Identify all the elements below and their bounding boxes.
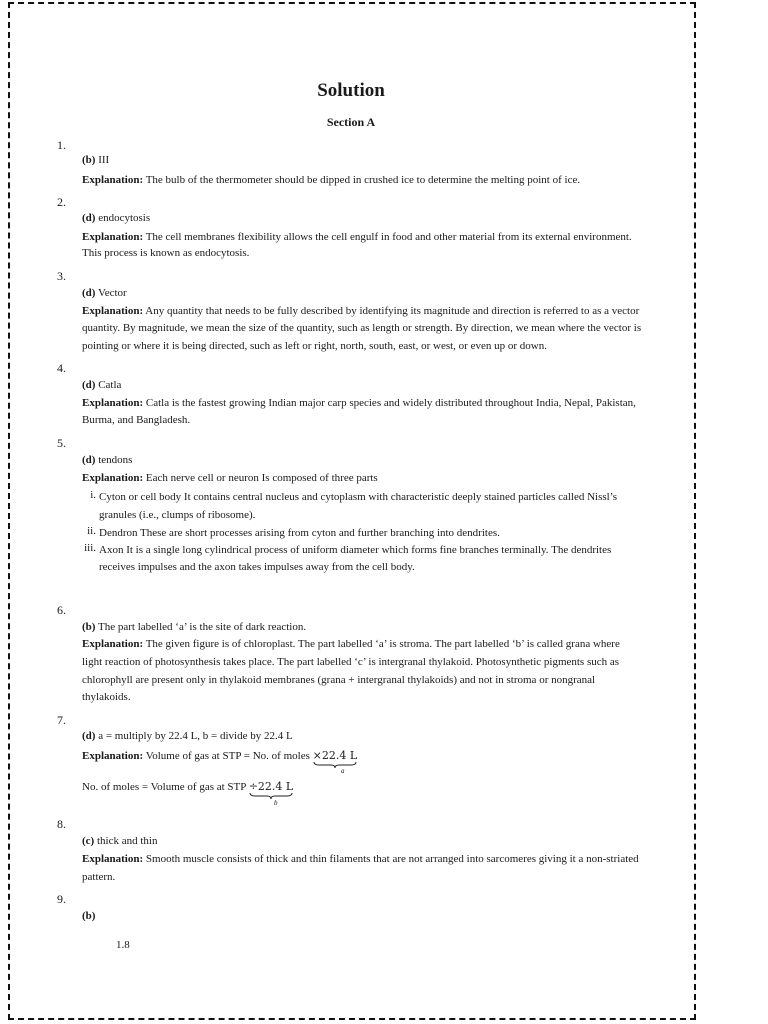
formula-text: No. of moles = Volume of gas at STP: [82, 781, 249, 793]
answer-option: (d): [82, 212, 96, 224]
answer-text: thick and thin: [96, 835, 158, 847]
explanation-label: Explanation:: [82, 472, 144, 484]
brace-label-a: a: [341, 767, 345, 775]
expression-b: ÷22.4 L: [248, 780, 294, 793]
explanation-label: Explanation:: [82, 397, 144, 409]
answer-option: (d): [82, 454, 96, 466]
underbrace-expression: [249, 778, 294, 796]
explanation-line: [82, 851, 672, 869]
question-number: 9.: [57, 892, 66, 906]
answer-line: [82, 285, 672, 303]
explanation-line: [82, 470, 672, 488]
question-number: 4.: [57, 361, 66, 375]
explanation-text: The cell membranes flexibility allows the cell engulf in food and other material from its external environment.: [145, 231, 632, 243]
answer-line: [82, 210, 672, 228]
answer-text: Vector: [98, 287, 127, 299]
explanation-text: light reaction of photosynthesis takes place. The part labelled ‘c’ is intergranal thylakoid. Photosynthetic pigments such as: [82, 656, 620, 668]
answer-option: (d): [82, 379, 96, 391]
answer-text: The part labelled ‘a’ is the site of dark reaction.: [98, 621, 307, 633]
explanation-text: quantity. By magnitude, we mean the size of the quantity, such as length or strength. By direction, we mean where the vector is: [82, 322, 642, 334]
question-number: 1.: [57, 138, 66, 152]
answer-line: [82, 833, 672, 851]
question-number: 5.: [57, 436, 66, 450]
explanation-text: Any quantity that needs to be fully described by identifying its magnitude and direction is referred to as a vector: [145, 305, 640, 317]
list-item-label: i.: [90, 489, 96, 501]
explanation-label: Explanation:: [82, 174, 144, 186]
explanation-line: [82, 172, 672, 190]
question-number: 8.: [57, 817, 66, 831]
answer-option: (b): [82, 910, 96, 922]
list-item-text: Dendron These are short processes arising from cyton and further branching into dendrites.: [99, 527, 500, 539]
answer-text: tendons: [98, 454, 133, 466]
list-item-text: receives impulses and the axon takes impulses away from the cell body.: [99, 561, 415, 573]
answer-line: [82, 452, 672, 470]
question-number: 7.: [57, 713, 66, 727]
answer-option: (d): [82, 730, 96, 742]
explanation-text: Smooth muscle consists of thick and thin filaments that are not arranged into sarcomeres giving it a non-striated: [145, 853, 639, 865]
explanation-text: The bulb of the thermometer should be dipped in crushed ice to determine the melting point of ice.: [145, 174, 581, 186]
explanation-label: Explanation:: [82, 853, 144, 865]
list-item-label: iii.: [84, 542, 96, 554]
explanation-line: [82, 303, 672, 321]
figure-value: 1.8: [116, 939, 130, 951]
explanation-text: Burma, and Bangladesh.: [82, 414, 191, 426]
explanation-text: The given figure is of chloroplast. The part labelled ‘a’ is stroma. The part labelled ‘b’ is called grana where: [145, 638, 620, 650]
explanation-label: Explanation:: [82, 305, 144, 317]
underbrace-expression: [313, 747, 358, 765]
explanation-label: Explanation:: [82, 750, 144, 762]
explanation-text: Catla is the fastest growing Indian major carp species and widely distributed throughout India, Nepal, Pakistan,: [145, 397, 636, 409]
explanation-line: [82, 395, 672, 413]
list-item-text: Axon It is a single long cylindrical process of uniform diameter which forms fine branches terminally. The dendrites: [99, 544, 612, 556]
page-title: Solution: [317, 80, 385, 101]
underbrace-icon: [249, 792, 293, 800]
answer-line: [82, 908, 672, 926]
explanation-text: pointing or where it is being directed, such as left or right, north, south, east, or west, or even up or down.: [82, 340, 547, 352]
answer-line: [82, 377, 672, 395]
explanation-text: chlorophyll are present only in thylakoid membranes (grana + intergranal thylakoids) and not in stroma or nongranal: [82, 674, 596, 686]
answer-option: (d): [82, 287, 96, 299]
explanation-text: thylakoids.: [82, 691, 131, 703]
question-number: 3.: [57, 269, 66, 283]
answer-text: endocytosis: [98, 212, 151, 224]
brace-label-b: b: [274, 799, 278, 807]
explanation-label: Explanation:: [82, 638, 144, 650]
underbrace-icon: [313, 761, 357, 769]
answer-text: a = multiply by 22.4 L, b = divide by 22.4 L: [98, 730, 293, 742]
explanation-label: Explanation:: [82, 231, 144, 243]
explanation-text: Volume of gas at STP = No. of moles: [145, 750, 313, 762]
answer-option: (c): [82, 835, 95, 847]
list-item-text: Cyton or cell body It contains central nucleus and cytoplasm with characteristic deeply stained particles called Nissl’s: [99, 491, 618, 503]
section-heading: Section A: [326, 115, 376, 129]
expression-a: ×22.4 L: [312, 749, 358, 762]
list-item-label: ii.: [87, 525, 96, 537]
question-number: 6.: [57, 603, 66, 617]
answer-option: (b): [82, 154, 96, 166]
explanation-line: [82, 636, 672, 654]
formula-line: [82, 778, 672, 797]
explanation-text: pattern.: [82, 871, 116, 883]
answer-option: (b): [82, 621, 96, 633]
answer-line: [82, 152, 672, 170]
answer-text: Catla: [98, 379, 122, 391]
question-number: 2.: [57, 195, 66, 209]
explanation-text: Each nerve cell or neuron Is composed of three parts: [145, 472, 378, 484]
list-item-text: granules (i.e., clumps of ribosome).: [99, 509, 256, 521]
answer-line: [82, 619, 672, 637]
explanation-line: [82, 747, 672, 766]
explanation-line: [82, 229, 672, 247]
explanation-text: This process is known as endocytosis.: [82, 247, 250, 259]
answer-text: III: [98, 154, 110, 166]
answer-line: [82, 728, 672, 746]
